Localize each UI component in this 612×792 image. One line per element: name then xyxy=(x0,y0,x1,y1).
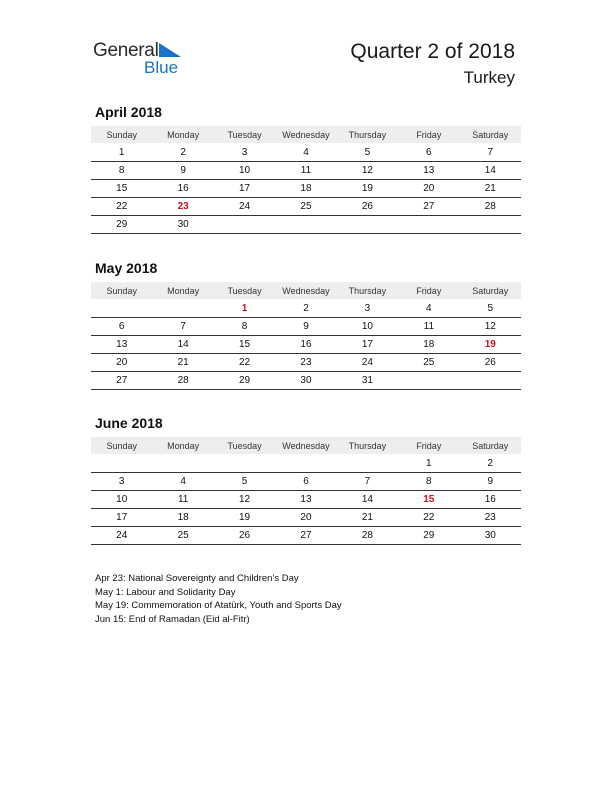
day-cell: 8 xyxy=(91,162,152,180)
day-cell: 20 xyxy=(398,180,459,198)
day-cell: 12 xyxy=(214,491,275,509)
day-cell xyxy=(91,299,152,318)
day-cell: 19 xyxy=(460,336,521,354)
weekday-header: Tuesday xyxy=(214,126,275,143)
week-row xyxy=(91,372,521,390)
weekday-header-row xyxy=(91,126,521,143)
day-cell: 28 xyxy=(152,372,213,390)
holiday-note: May 1: Labour and Solidarity Day xyxy=(95,586,236,598)
day-cell: 14 xyxy=(460,162,521,180)
day-cell: 10 xyxy=(91,491,152,509)
day-cell: 24 xyxy=(214,198,275,216)
day-cell: 17 xyxy=(214,180,275,198)
weekday-header: Tuesday xyxy=(214,437,275,454)
day-cell: 15 xyxy=(91,180,152,198)
month-may xyxy=(91,260,521,390)
weekday-header: Sunday xyxy=(91,126,152,143)
day-cell: 1 xyxy=(91,143,152,162)
day-cell: 13 xyxy=(91,336,152,354)
week-row xyxy=(91,299,521,318)
day-cell: 4 xyxy=(398,299,459,318)
day-cell: 6 xyxy=(91,318,152,336)
day-cell: 31 xyxy=(337,372,398,390)
day-cell: 18 xyxy=(398,336,459,354)
day-cell: 7 xyxy=(337,473,398,491)
weekday-header: Sunday xyxy=(91,282,152,299)
day-cell: 18 xyxy=(275,180,336,198)
page-title: Quarter 2 of 2018 xyxy=(350,40,515,63)
day-cell: 25 xyxy=(398,354,459,372)
day-cell: 5 xyxy=(214,473,275,491)
day-cell: 26 xyxy=(460,354,521,372)
day-cell: 19 xyxy=(214,509,275,527)
day-cell xyxy=(460,372,521,390)
day-cell: 21 xyxy=(152,354,213,372)
day-cell: 3 xyxy=(214,143,275,162)
month-title: June 2018 xyxy=(95,415,163,431)
month-title: May 2018 xyxy=(95,260,158,276)
weekday-header: Monday xyxy=(152,437,213,454)
weekday-header: Friday xyxy=(398,437,459,454)
logo-blue-text: Blue xyxy=(144,58,179,77)
weekday-header: Thursday xyxy=(337,126,398,143)
weekday-header: Friday xyxy=(398,282,459,299)
day-cell: 17 xyxy=(337,336,398,354)
logo xyxy=(93,40,193,80)
day-cell: 24 xyxy=(91,527,152,545)
day-cell: 17 xyxy=(91,509,152,527)
day-cell: 27 xyxy=(91,372,152,390)
week-row xyxy=(91,336,521,354)
day-cell: 3 xyxy=(337,299,398,318)
day-cell xyxy=(214,454,275,473)
day-cell: 11 xyxy=(152,491,213,509)
holiday-note: Apr 23: National Sovereignty and Children’s Day xyxy=(95,573,299,584)
day-cell xyxy=(337,454,398,473)
weekday-header: Saturday xyxy=(460,282,521,299)
weekday-header: Thursday xyxy=(337,282,398,299)
holiday-note: Jun 15: End of Ramadan (Eid al-Fitr) xyxy=(95,613,250,625)
country-name: Turkey xyxy=(463,68,515,87)
day-cell: 28 xyxy=(460,198,521,216)
day-cell: 12 xyxy=(460,318,521,336)
week-row xyxy=(91,180,521,198)
day-cell: 9 xyxy=(460,473,521,491)
weekday-header-row xyxy=(91,437,521,454)
day-cell: 7 xyxy=(460,143,521,162)
day-cell: 23 xyxy=(152,198,213,216)
week-row xyxy=(91,473,521,491)
week-row xyxy=(91,454,521,473)
day-cell: 7 xyxy=(152,318,213,336)
day-cell: 29 xyxy=(214,372,275,390)
day-cell xyxy=(275,454,336,473)
day-cell xyxy=(152,299,213,318)
weekday-header: Friday xyxy=(398,126,459,143)
weekday-header: Tuesday xyxy=(214,282,275,299)
day-cell: 12 xyxy=(337,162,398,180)
month-june xyxy=(91,415,521,545)
day-cell: 19 xyxy=(337,180,398,198)
day-cell: 9 xyxy=(152,162,213,180)
week-row xyxy=(91,162,521,180)
weekday-header-row xyxy=(91,282,521,299)
day-cell xyxy=(275,216,336,234)
day-cell: 24 xyxy=(337,354,398,372)
month-april xyxy=(91,104,521,234)
day-cell: 20 xyxy=(275,509,336,527)
week-row xyxy=(91,318,521,336)
day-cell: 14 xyxy=(337,491,398,509)
month-title: April 2018 xyxy=(95,104,162,120)
day-cell: 25 xyxy=(152,527,213,545)
day-cell: 22 xyxy=(91,198,152,216)
day-cell xyxy=(398,216,459,234)
day-cell xyxy=(152,454,213,473)
calendar-grid xyxy=(91,282,521,390)
week-row xyxy=(91,509,521,527)
day-cell: 3 xyxy=(91,473,152,491)
day-cell: 2 xyxy=(460,454,521,473)
day-cell: 1 xyxy=(214,299,275,318)
day-cell xyxy=(91,454,152,473)
day-cell: 2 xyxy=(152,143,213,162)
day-cell: 5 xyxy=(460,299,521,318)
weekday-header: Wednesday xyxy=(275,437,336,454)
day-cell xyxy=(337,216,398,234)
day-cell: 29 xyxy=(91,216,152,234)
weekday-header: Thursday xyxy=(337,437,398,454)
calendar-grid xyxy=(91,437,521,545)
day-cell: 16 xyxy=(460,491,521,509)
day-cell: 21 xyxy=(460,180,521,198)
day-cell: 30 xyxy=(460,527,521,545)
day-cell: 4 xyxy=(275,143,336,162)
day-cell: 11 xyxy=(275,162,336,180)
day-cell: 27 xyxy=(398,198,459,216)
holiday-note: May 19: Commemoration of Atatürk, Youth and Sports Day xyxy=(95,600,342,611)
weekday-header: Wednesday xyxy=(275,282,336,299)
weekday-header: Sunday xyxy=(91,437,152,454)
day-cell: 4 xyxy=(152,473,213,491)
week-row xyxy=(91,216,521,234)
day-cell: 8 xyxy=(214,318,275,336)
day-cell: 23 xyxy=(460,509,521,527)
day-cell: 16 xyxy=(152,180,213,198)
day-cell: 5 xyxy=(337,143,398,162)
day-cell: 16 xyxy=(275,336,336,354)
day-cell: 28 xyxy=(337,527,398,545)
day-cell: 30 xyxy=(152,216,213,234)
day-cell: 26 xyxy=(337,198,398,216)
day-cell: 9 xyxy=(275,318,336,336)
week-row xyxy=(91,354,521,372)
day-cell: 15 xyxy=(398,491,459,509)
week-row xyxy=(91,527,521,545)
day-cell: 22 xyxy=(214,354,275,372)
day-cell: 26 xyxy=(214,527,275,545)
day-cell: 23 xyxy=(275,354,336,372)
day-cell: 15 xyxy=(214,336,275,354)
weekday-header: Monday xyxy=(152,126,213,143)
day-cell: 6 xyxy=(398,143,459,162)
day-cell: 14 xyxy=(152,336,213,354)
day-cell xyxy=(398,372,459,390)
day-cell: 22 xyxy=(398,509,459,527)
logo-triangle-icon xyxy=(159,43,181,57)
day-cell xyxy=(214,216,275,234)
day-cell xyxy=(460,216,521,234)
week-row xyxy=(91,491,521,509)
day-cell: 10 xyxy=(337,318,398,336)
day-cell: 20 xyxy=(91,354,152,372)
calendar-grid xyxy=(91,126,521,234)
day-cell: 11 xyxy=(398,318,459,336)
day-cell: 6 xyxy=(275,473,336,491)
day-cell: 27 xyxy=(275,527,336,545)
holiday-notes xyxy=(95,572,342,626)
week-row xyxy=(91,143,521,162)
day-cell: 21 xyxy=(337,509,398,527)
weekday-header: Saturday xyxy=(460,437,521,454)
day-cell: 1 xyxy=(398,454,459,473)
day-cell: 10 xyxy=(214,162,275,180)
day-cell: 8 xyxy=(398,473,459,491)
day-cell: 13 xyxy=(398,162,459,180)
day-cell: 25 xyxy=(275,198,336,216)
weekday-header: Wednesday xyxy=(275,126,336,143)
weekday-header: Saturday xyxy=(460,126,521,143)
weekday-header: Monday xyxy=(152,282,213,299)
day-cell: 18 xyxy=(152,509,213,527)
day-cell: 2 xyxy=(275,299,336,318)
day-cell: 13 xyxy=(275,491,336,509)
week-row xyxy=(91,198,521,216)
day-cell: 29 xyxy=(398,527,459,545)
logo-general-text: General xyxy=(93,40,159,61)
day-cell: 30 xyxy=(275,372,336,390)
